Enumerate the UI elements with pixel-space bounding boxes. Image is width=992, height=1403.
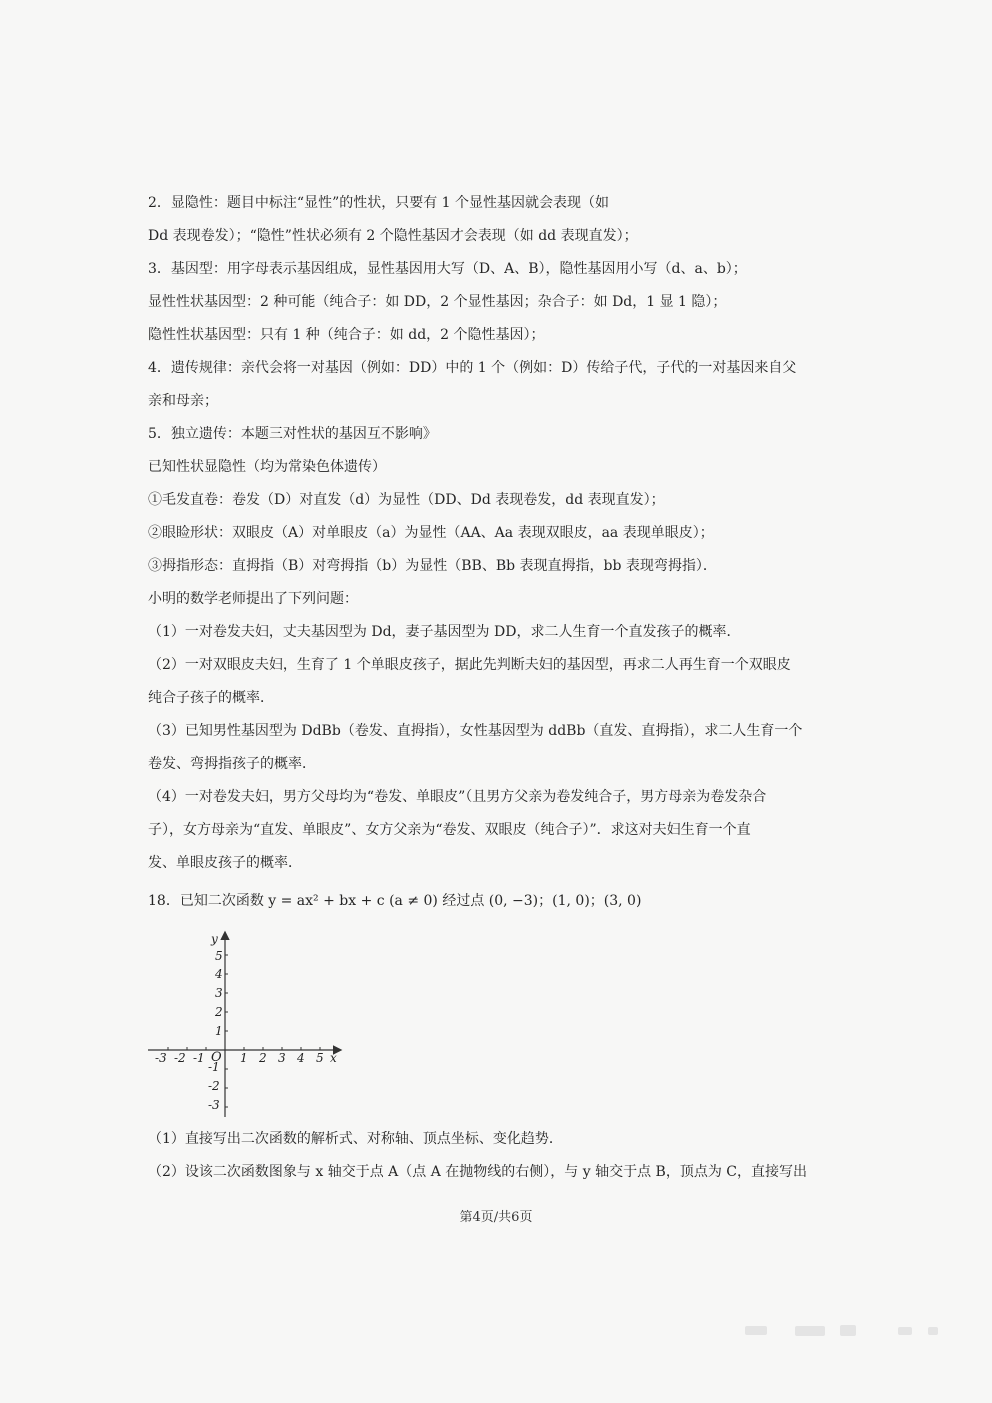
page-footer: 第4页/共6页 xyxy=(459,1210,533,1225)
text-line: 纯合子孩子的概率． xyxy=(148,690,274,706)
x-tick-label: 2 xyxy=(259,1051,267,1065)
text-line: 5．独立遗传：本题三对性状的基因互不影响》 xyxy=(148,426,437,442)
y-tick-label: -1 xyxy=(208,1060,220,1074)
coordinate-graph xyxy=(140,925,355,1125)
x-tick-label: 1 xyxy=(240,1051,248,1065)
y-tick-label: -3 xyxy=(208,1098,220,1112)
scan-smudge xyxy=(840,1325,856,1336)
origin-label: O xyxy=(211,1050,222,1065)
text-line: 卷发、弯拇指孩子的概率． xyxy=(148,756,316,772)
text-line: 隐性性状基因型：只有 1 种（纯合子：如 dd，2 个隐性基因）； xyxy=(148,327,545,343)
x-axis-label: x xyxy=(330,1051,337,1065)
y-tick-label: 2 xyxy=(215,1005,223,1019)
scan-smudge xyxy=(928,1327,938,1335)
text-line: 小明的数学老师提出了下列问题： xyxy=(148,591,358,607)
question-4: （4）一对卷发夫妇，男方父母均为“卷发、单眼皮”（且男方父亲为卷发纯合子，男方母亲为卷发杂合 xyxy=(148,789,767,805)
y-tick-label: 3 xyxy=(215,986,223,1000)
y-tick-label: 4 xyxy=(215,967,223,981)
scan-smudge xyxy=(795,1326,825,1336)
y-tick-label: 5 xyxy=(215,949,223,963)
text-line: 2．显隐性：题目中标注“显性”的性状，只要有 1 个显性基因就会表现（如 xyxy=(148,195,610,211)
text-line: ①毛发直卷：卷发（D）对直发（d）为显性（DD、Dd 表现卷发，dd 表现直发）； xyxy=(148,492,665,508)
text-line: 4．遗传规律：亲代会将一对基因（例如：DD）中的 1 个（例如：D）传给子代，子代的一对基因来自父 xyxy=(148,360,797,376)
x-tick-label: 4 xyxy=(297,1051,305,1065)
text-line: ③拇指形态：直拇指（B）对弯拇指（b）为显性（BB、Bb 表现直拇指，bb 表现弯拇指）． xyxy=(148,558,717,574)
text-line: Dd 表现卷发）；“隐性”性状必须有 2 个隐性基因才会表现（如 dd 表现直发）； xyxy=(148,228,638,244)
x-tick-label: -2 xyxy=(174,1051,186,1065)
problem-18-heading: 18．已知二次函数 y = ax² + bx + c (a ≠ 0) 经过点 (0, −3)；(1, 0)；(3, 0) xyxy=(148,893,642,909)
text-line: 显性性状基因型：2 种可能（纯合子：如 DD，2 个显性基因；杂合子：如 Dd，1 显 1 隐）； xyxy=(148,294,727,310)
text-line: 已知性状显隐性（均为常染色体遗传） xyxy=(148,459,386,475)
text-line: ②眼睑形状：双眼皮（A）对单眼皮（a）为显性（AA、Aa 表现双眼皮，aa 表现单眼皮）； xyxy=(148,525,714,541)
text-line: 发、单眼皮孩子的概率． xyxy=(148,855,302,871)
y-tick-label: 1 xyxy=(215,1024,223,1038)
x-tick-label: 3 xyxy=(278,1051,286,1065)
x-tick-label: -1 xyxy=(193,1051,205,1065)
y-axis-label: y xyxy=(211,932,218,946)
x-tick-label: 5 xyxy=(316,1051,324,1065)
problem-18-part-2: （2）设该二次函数图象与 x 轴交于点 A（点 A 在抛物线的右侧），与 y 轴交于点 B，顶点为 C，直接写出 xyxy=(148,1164,807,1180)
question-1: （1）一对卷发夫妇，丈夫基因型为 Dd，妻子基因型为 DD，求二人生育一个直发孩子的概率． xyxy=(148,624,741,640)
scan-smudge xyxy=(745,1326,767,1335)
y-tick-label: -2 xyxy=(208,1079,220,1093)
problem-18-part-1: （1）直接写出二次函数的解析式、对称轴、顶点坐标、变化趋势． xyxy=(148,1131,563,1147)
question-3: （3）已知男性基因型为 DdBb（卷发、直拇指），女性基因型为 ddBb（直发、直拇指），求二人生育一个 xyxy=(148,723,803,739)
scan-smudge xyxy=(898,1327,912,1335)
text-line: 亲和母亲； xyxy=(148,393,218,409)
text-line: 3．基因型：用字母表示基因组成，显性基因用大写（D、A、B），隐性基因用小写（d、a、b）； xyxy=(148,261,747,277)
x-tick-label: -3 xyxy=(155,1051,167,1065)
text-line: 子），女方母亲为“直发、单眼皮”、女方父亲为“卷发、双眼皮（纯合子）”．求这对夫妇生育一个直 xyxy=(148,822,751,838)
question-2: （2）一对双眼皮夫妇，生育了 1 个单眼皮孩子，据此先判断夫妇的基因型，再求二人再生育一个双眼皮 xyxy=(148,657,791,673)
